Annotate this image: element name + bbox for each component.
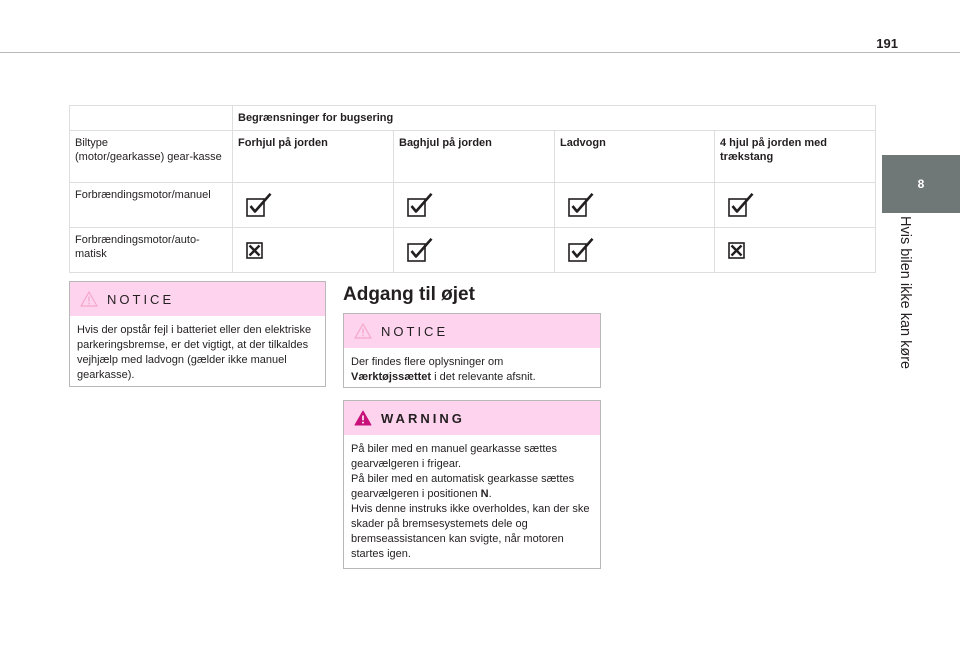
chapter-tab[interactable] (882, 155, 960, 213)
not-allowed-cross-icon (246, 242, 263, 259)
notice-box-toolkit (343, 313, 601, 388)
notice-triangle-icon (80, 291, 98, 307)
column-header: Ladvogn (555, 131, 715, 183)
table-heading: Begrænsninger for bugsering (233, 106, 876, 131)
section-title: Adgang til øjet (343, 284, 475, 305)
vehicle-type-sublabel: (motor/gearkasse) gear-kasse (75, 151, 222, 163)
warning-text-consequence: Hvis denne instruks ikke overholdes, kan der ske skader på bremsesystemets dele og bremseassistancen kan svigte, når motoren startes igen. (351, 503, 590, 560)
allowed-check-icon (568, 193, 594, 217)
column-header: 4 hjul på jorden med trækstang (715, 131, 876, 183)
toolkit-reference: Værktøjssættet (351, 371, 432, 383)
towing-restrictions-table (69, 105, 876, 273)
page-number: 191 (876, 36, 898, 51)
notice-triangle-icon (354, 323, 372, 339)
warning-text-automatic: På biler med en automatisk gearkasse sættes gearvælgeren i positionen N. (351, 473, 575, 500)
notice-text: Hvis der opstår fejl i batteriet eller den elektriske parkeringsbremse, er det vigtigt, at der tilkaldes vejhjælp med ladvogn (gælder ikke manuel gearkasse). (77, 324, 312, 381)
warning-triangle-icon (354, 410, 372, 426)
header-rule (0, 52, 960, 53)
notice-text: Der findes flere oplysninger om Værktøjssættet i det relevante afsnit. (351, 356, 536, 383)
column-header: Forhjul på jorden (233, 131, 394, 183)
notice-box-battery (69, 281, 326, 387)
allowed-check-icon (407, 238, 433, 262)
notice-label: NOTICE (381, 323, 449, 339)
table-row (70, 228, 876, 273)
allowed-check-icon (568, 238, 594, 262)
allowed-check-icon (246, 193, 272, 217)
allowed-check-icon (728, 193, 754, 217)
warning-text-manual: På biler med en manuel gearkasse sættes gearvælgeren i frigear. (351, 443, 558, 470)
row-label: Forbrændingsmotor/manuel (70, 183, 233, 228)
table-corner-cell (70, 106, 233, 131)
warning-label: WARNING (381, 410, 465, 426)
allowed-check-icon (407, 193, 433, 217)
gear-position-n: N (480, 488, 489, 500)
vehicle-type-header (70, 131, 233, 183)
notice-header (344, 314, 600, 348)
chapter-number: 8 (917, 177, 925, 191)
warning-header (344, 401, 600, 435)
column-header: Baghjul på jorden (394, 131, 555, 183)
notice-header (70, 282, 325, 316)
notice-label: NOTICE (107, 291, 175, 307)
not-allowed-cross-icon (728, 242, 745, 259)
table-row (70, 183, 876, 228)
row-label: Forbrændingsmotor/auto-matisk (70, 228, 233, 273)
vehicle-type-label: Biltype (75, 137, 109, 149)
chapter-title: Hvis bilen ikke kan køre (897, 216, 913, 370)
warning-box (343, 400, 601, 569)
